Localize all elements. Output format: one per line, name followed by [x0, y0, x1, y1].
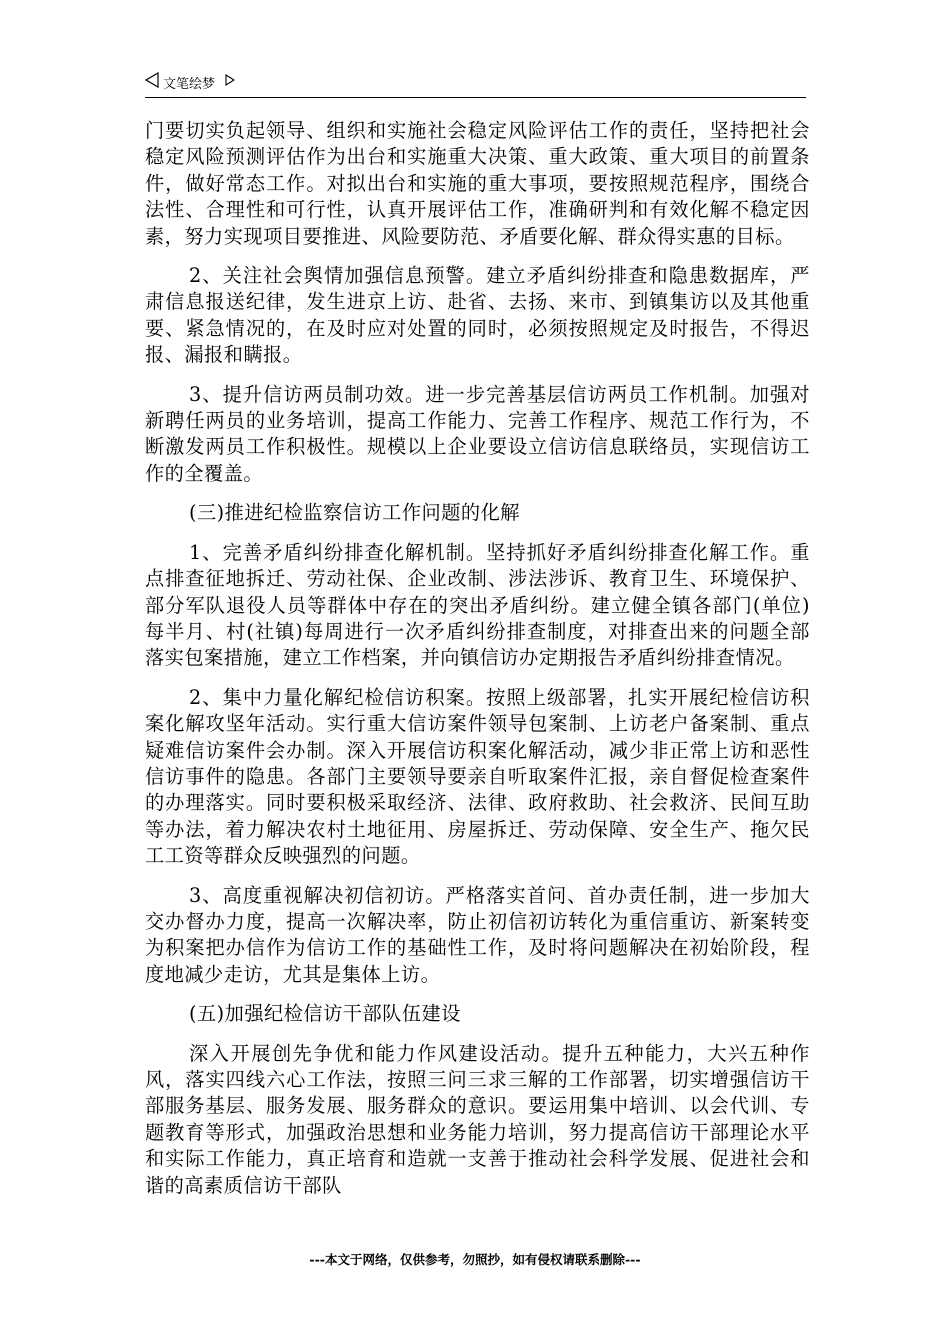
paragraph-item: 3、提升信访两员制功效。进一步完善基层信访两员工作机制。加强对新聘任两员的业务培训，提高工作能力、完善工作程序、规范工作行为，不断激发两员工作积极性。规模以上企业要设立信访信息联络员，实现信访工作的全覆盖。 — [145, 382, 810, 485]
paragraph-continued: 门要切实负起领导、组织和实施社会稳定风险评估工作的责任，坚持把社会稳定风险预测评估作为出台和实施重大决策、重大政策、重大项目的前置条件，做好常态工作。对拟出台和实施的重大事项，要按照规范程序，围绕合法性、合理性和可行性，认真开展评估工作，准确研判和有效化解不稳定因素，努力实现项目要推进、风险要防范、矛盾要化解、群众得实惠的目标。 — [145, 119, 810, 248]
section-heading: (五)加强纪检信访干部队伍建设 — [189, 1002, 461, 1026]
document-body — [145, 118, 810, 1199]
paragraph-item: 2、关注社会舆情加强信息预警。建立矛盾纠纷排查和隐患数据库，严肃信息报送纪律，发生进京上访、赴省、去扬、来市、到镇集访以及其他重要、紧急情况的，在及时应对处置的同时，必须按照规定及时报告，不得迟报、漏报和瞒报。 — [145, 264, 810, 367]
footer-disclaimer: ---本文于网络，仅供参考，勿照抄，如有侵权请联系删除--- — [309, 1252, 641, 1267]
brand-name: 文笔绘梦 — [163, 76, 216, 92]
paragraph-item: 深入开展创先争优和能力作风建设活动。提升五种能力，大兴五种作风，落实四线六心工作法，按照三问三求三解的工作部署，切实增强信访干部服务基层、服务发展、服务群众的意识。要运用集中培训、以会代训、专题教育等形式，加强政治思想和业务能力培训，努力提高信访干部理论水平和实际工作能力，真正培育和造就一支善于推动社会科学发展、促进社会和谐的高素质信访干部队 — [145, 1041, 810, 1197]
left-triangle-icon — [145, 72, 159, 92]
paragraph-item: 2、集中力量化解纪检信访积案。按照上级部署，扎实开展纪检信访积案化解攻坚年活动。实行重大信访案件领导包案制、上访老户备案制、重点疑难信访案件会办制。深入开展信访积案化解活动，减少非正常上访和恶性信访事件的隐患。各部门主要领导要亲自听取案件汇报，亲自督促检查案件的办理落实。同时要积极采取经济、法律、政府救助、社会救济、民间互助等办法，着力解决农村土地征用、房屋拆迁、劳动保障、安全生产、拖欠民工工资等群众反映强烈的问题。 — [145, 685, 810, 868]
header-divider — [145, 97, 806, 98]
brand — [145, 72, 805, 92]
right-triangle-icon — [225, 74, 235, 90]
section-heading: (三)推进纪检监察信访工作问题的化解 — [189, 501, 520, 525]
paragraph-item: 3、高度重视解决初信初访。严格落实首问、首办责任制，进一步加大交办督办力度，提高一次解决率，防止初信初访转化为重信重访、新案转变为积案把办信作为信访工作的基础性工作，及时将问题解决在初始阶段，程度地减少走访，尤其是集体上访。 — [145, 883, 810, 986]
page-header — [145, 72, 805, 96]
paragraph-item: 1、完善矛盾纠纷排查化解机制。坚持抓好矛盾纠纷排查化解工作。重点排查征地拆迁、劳动社保、企业改制、涉法涉诉、教育卫生、环境保护、部分军队退役人员等群体中存在的突出矛盾纠纷。建立健全镇各部门(单位)每半月、村(社镇)每周进行一次矛盾纠纷排查制度，对排查出来的问题全部落实包案措施，建立工作档案，并向镇信访办定期报告矛盾纠纷排查情况。 — [145, 540, 810, 670]
